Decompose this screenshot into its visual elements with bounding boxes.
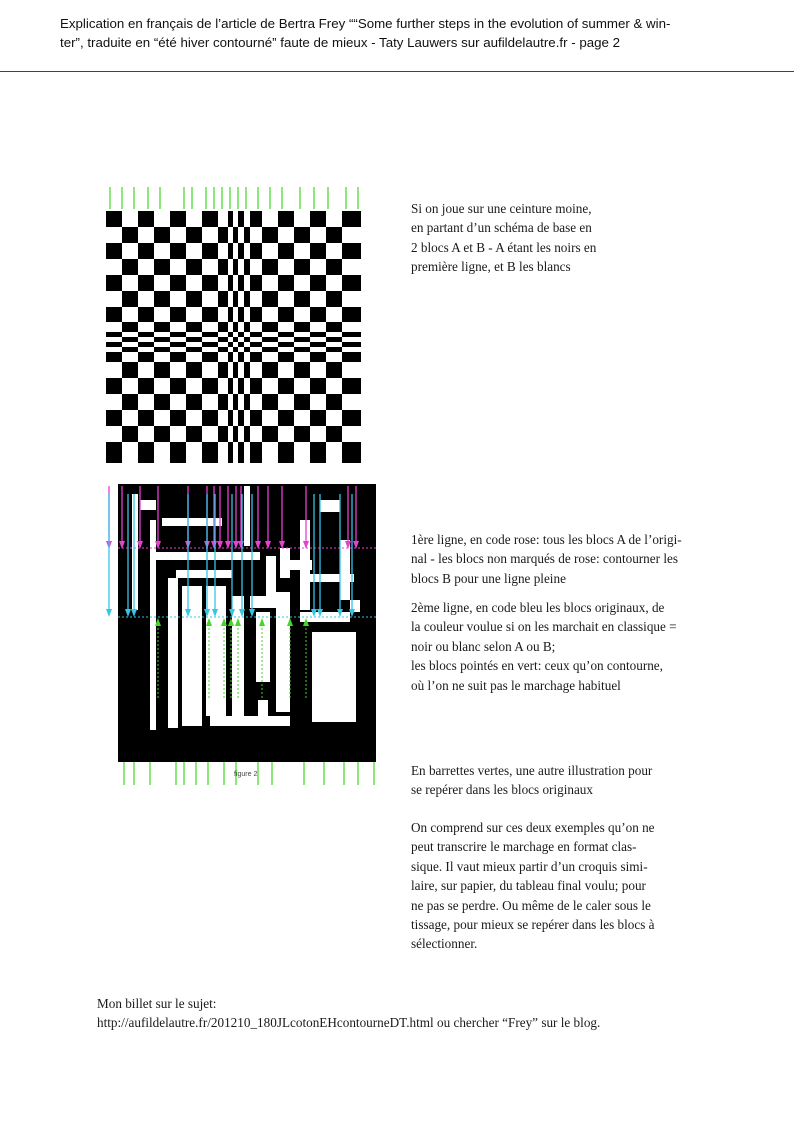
checker-block: [342, 211, 361, 227]
checker-block: [228, 442, 233, 463]
green-bars-text: [411, 761, 652, 800]
checker-block: [233, 322, 238, 332]
checker-block: [186, 394, 202, 410]
checker-block: [154, 347, 170, 352]
checker-block: [310, 378, 326, 394]
checker-block: [218, 394, 228, 410]
white-channel: [340, 540, 350, 600]
checker-block: [262, 227, 278, 243]
checker-block: [122, 394, 138, 410]
checker-block: [106, 243, 122, 259]
checker-block: [228, 342, 233, 347]
checker-block: [122, 337, 138, 342]
checker-block: [218, 227, 228, 243]
checker-block: [294, 291, 310, 307]
checker-block: [342, 332, 361, 337]
checker-block: [278, 410, 294, 426]
checker-block: [186, 259, 202, 275]
checker-block: [154, 227, 170, 243]
checker-block: [170, 243, 186, 259]
white-channel: [280, 548, 290, 578]
checker-block: [170, 378, 186, 394]
checker-block: [122, 227, 138, 243]
checker-block: [244, 322, 250, 332]
checker-block: [244, 362, 250, 378]
checker-block: [186, 362, 202, 378]
checker-block: [238, 243, 244, 259]
checker-block: [154, 426, 170, 442]
checker-block: [186, 291, 202, 307]
header-line: ter”, traduite en “été hiver contourné” faute de mieux - Taty Lauwers sur aufildelautre.fr - page 2: [60, 35, 620, 50]
checker-block: [138, 352, 154, 362]
checker-block: [326, 426, 342, 442]
figure-2-diagram: [100, 480, 390, 785]
text-line: les blocs pointés en vert: ceux qu’on contourne,: [411, 658, 663, 674]
checker-block: [228, 378, 233, 394]
white-channel: [210, 716, 290, 726]
checker-block: [278, 342, 294, 347]
checker-block: [262, 347, 278, 352]
checker-block: [106, 352, 122, 362]
checker-block: [326, 227, 342, 243]
checker-block: [138, 410, 154, 426]
text-line: nal - les blocs non marqués de rose: contourner les: [411, 551, 678, 567]
checker-block: [238, 307, 244, 322]
checker-block: [262, 362, 278, 378]
checker-block: [106, 442, 122, 463]
checker-block: [244, 291, 250, 307]
checker-block: [294, 426, 310, 442]
checker-block: [170, 307, 186, 322]
checker-block: [244, 394, 250, 410]
checker-block: [250, 243, 262, 259]
white-channel: [300, 520, 310, 610]
checker-block: [106, 275, 122, 291]
checker-block: [326, 322, 342, 332]
checker-block: [154, 362, 170, 378]
checker-block: [170, 332, 186, 337]
checker-block: [244, 337, 250, 342]
checker-block: [122, 426, 138, 442]
checker-block: [342, 410, 361, 426]
checker-block: [278, 211, 294, 227]
text-line: 2 blocs A et B - A étant les noirs en: [411, 239, 597, 255]
text-line: En barrettes vertes, une autre illustration pour: [411, 763, 653, 778]
figure-2-line2-text: [411, 598, 677, 695]
checker-block: [310, 307, 326, 322]
blue-arrowhead: [106, 609, 112, 617]
checker-block: [138, 342, 154, 347]
checker-block: [294, 347, 310, 352]
checker-block: [228, 332, 233, 337]
page-header: [60, 14, 760, 52]
checker-block: [106, 307, 122, 322]
figure-1-checkerboard: [100, 184, 370, 472]
text-line: On comprend sur ces deux exemples qu’on ne: [411, 820, 655, 835]
checker-block: [202, 410, 218, 426]
checker-block: [233, 347, 238, 352]
checker-block: [310, 211, 326, 227]
checker-block: [170, 442, 186, 463]
checker-block: [186, 347, 202, 352]
checker-block: [233, 426, 238, 442]
checker-block: [233, 259, 238, 275]
checker-block: [122, 291, 138, 307]
checker-block: [138, 378, 154, 394]
checker-block: [202, 378, 218, 394]
text-line: blocs B pour une ligne pleine: [411, 570, 566, 586]
checker-block: [294, 227, 310, 243]
checker-block: [218, 426, 228, 442]
checker-block: [202, 243, 218, 259]
checker-block: [278, 442, 294, 463]
checker-block: [186, 426, 202, 442]
checker-block: [202, 442, 218, 463]
checker-block: [228, 275, 233, 291]
text-line: Mon billet sur le sujet:: [97, 996, 217, 1011]
white-channel: [276, 592, 290, 712]
figure-2-caption: figure 2: [234, 771, 258, 778]
checker-block: [294, 322, 310, 332]
checker-block: [170, 342, 186, 347]
checker-block: [310, 342, 326, 347]
checker-block: [233, 337, 238, 342]
checker-block: [106, 211, 122, 227]
checker-block: [138, 275, 154, 291]
checker-block: [342, 275, 361, 291]
text-line: où l’on ne suit pas le marchage habituel: [411, 677, 621, 693]
checker-block: [122, 362, 138, 378]
checker-block: [202, 352, 218, 362]
white-channel: [176, 570, 232, 578]
checker-block: [342, 352, 361, 362]
checker-block: [278, 332, 294, 337]
white-channel: [150, 560, 156, 730]
checker-block: [218, 259, 228, 275]
checker-block: [278, 307, 294, 322]
checker-block: [218, 362, 228, 378]
checker-block: [202, 211, 218, 227]
footer-note: [97, 994, 600, 1033]
text-line: en partant d’un schéma de base en: [411, 220, 592, 236]
checker-block: [186, 337, 202, 342]
text-line: noir ou blanc selon A ou B;: [411, 638, 556, 654]
figure-1-description: [411, 199, 596, 277]
checker-block: [278, 378, 294, 394]
text-line: peut transcrire le marchage en format clas-: [411, 839, 637, 855]
checker-block: [278, 243, 294, 259]
checker-block: [138, 332, 154, 337]
white-channel: [140, 500, 156, 510]
checker-block: [342, 378, 361, 394]
checker-block: [250, 307, 262, 322]
checker-block: [342, 243, 361, 259]
figure-2-line1-text: [411, 530, 682, 588]
checker-block: [202, 307, 218, 322]
checker-block: [233, 362, 238, 378]
checker-block: [138, 243, 154, 259]
text-line: 1ère ligne, en code rose: tous les blocs A de l’origi-: [411, 532, 682, 547]
checker-block: [250, 332, 262, 337]
checker-block: [310, 442, 326, 463]
checker-block: [294, 362, 310, 378]
text-line: ne pas se perdre. Ou même de le caler sous le: [411, 897, 651, 913]
white-channel: [320, 500, 340, 512]
checker-block: [250, 442, 262, 463]
white-channel: [162, 518, 222, 526]
checker-block: [326, 394, 342, 410]
checker-block: [122, 347, 138, 352]
text-line: tissage, pour mieux se repérer dans les blocs à: [411, 917, 655, 933]
checker-block: [154, 394, 170, 410]
conclusion-text: [411, 818, 655, 954]
checker-block: [233, 394, 238, 410]
checker-block: [202, 275, 218, 291]
checker-block: [250, 378, 262, 394]
checker-block: [218, 322, 228, 332]
checker-block: [170, 352, 186, 362]
checker-block: [278, 352, 294, 362]
checker-block: [342, 442, 361, 463]
checker-block: [106, 342, 122, 347]
checker-block: [233, 291, 238, 307]
checker-block: [122, 259, 138, 275]
text-line: sique. Il vaut mieux partir d’un croquis simi-: [411, 858, 648, 874]
checker-block: [238, 352, 244, 362]
checker-block: [244, 426, 250, 442]
checker-block: [326, 291, 342, 307]
checker-block: [186, 322, 202, 332]
checker-block: [238, 378, 244, 394]
header-divider: [0, 71, 794, 72]
checker-block: [106, 410, 122, 426]
white-channel: [132, 494, 138, 610]
white-channel: [168, 578, 178, 728]
footer-link[interactable]: http://aufildelautre.fr/201210_180JLcotonEHcontourneDT.html ou chercher “Frey” sur le blog.: [97, 1015, 601, 1031]
checker-block: [228, 211, 233, 227]
checker-block: [326, 259, 342, 275]
checker-block: [122, 322, 138, 332]
text-line: sélectionner.: [411, 936, 478, 952]
white-channel: [312, 632, 356, 722]
checker-block: [202, 342, 218, 347]
checker-block: [250, 275, 262, 291]
checker-block: [186, 227, 202, 243]
text-line: se repérer dans les blocs originaux: [411, 782, 593, 798]
checker-block: [138, 442, 154, 463]
checker-block: [154, 322, 170, 332]
text-line: Si on joue sur une ceinture moine,: [411, 201, 592, 216]
checker-block: [238, 211, 244, 227]
checker-block: [342, 307, 361, 322]
checker-block: [238, 442, 244, 463]
checker-block: [170, 275, 186, 291]
checker-block: [262, 426, 278, 442]
checker-block: [228, 352, 233, 362]
checker-block: [326, 362, 342, 378]
checker-block: [218, 337, 228, 342]
checker-block: [342, 342, 361, 347]
checker-block: [262, 291, 278, 307]
text-line: laire, sur papier, du tableau final voulu; pour: [411, 878, 646, 894]
checker-block: [170, 410, 186, 426]
white-channel: [182, 586, 202, 726]
checker-block: [106, 378, 122, 394]
checker-block: [218, 291, 228, 307]
checker-block: [238, 275, 244, 291]
checker-block: [326, 337, 342, 342]
checker-block: [278, 275, 294, 291]
checker-block: [106, 332, 122, 337]
checker-block: [238, 410, 244, 426]
checker-block: [228, 307, 233, 322]
white-channel: [150, 552, 260, 560]
checker-block: [250, 352, 262, 362]
checker-block: [138, 307, 154, 322]
checker-block: [310, 243, 326, 259]
text-line: première ligne, et B les blancs: [411, 259, 571, 275]
checker-block: [250, 211, 262, 227]
checker-block: [250, 410, 262, 426]
checker-block: [154, 259, 170, 275]
white-channel: [258, 700, 268, 720]
checker-block: [202, 332, 218, 337]
white-channel: [244, 486, 250, 546]
checker-block: [310, 332, 326, 337]
checker-block: [138, 211, 154, 227]
checker-block: [154, 337, 170, 342]
checker-block: [244, 347, 250, 352]
checker-block: [262, 259, 278, 275]
checker-block: [228, 243, 233, 259]
checker-block: [262, 394, 278, 410]
text-line: 2ème ligne, en code bleu les blocs originaux, de: [411, 600, 665, 615]
checker-block: [262, 337, 278, 342]
text-line: la couleur voulue si on les marchait en classique =: [411, 619, 677, 635]
checker-block: [238, 342, 244, 347]
checker-block: [244, 259, 250, 275]
checker-block: [233, 227, 238, 243]
checker-block: [310, 410, 326, 426]
checker-block: [326, 347, 342, 352]
checker-block: [310, 352, 326, 362]
checker-block: [228, 410, 233, 426]
checker-block: [170, 211, 186, 227]
checker-block: [310, 275, 326, 291]
checker-block: [218, 347, 228, 352]
checker-block: [154, 291, 170, 307]
checker-block: [238, 332, 244, 337]
checker-block: [294, 337, 310, 342]
header-line: Explication en français de l’article de Bertra Frey ““Some further steps in the evolution of summer & win-: [60, 16, 671, 31]
checker-block: [262, 322, 278, 332]
white-channel: [266, 556, 276, 596]
checker-block: [294, 394, 310, 410]
checker-block: [244, 227, 250, 243]
checker-block: [294, 259, 310, 275]
checker-block: [250, 342, 262, 347]
